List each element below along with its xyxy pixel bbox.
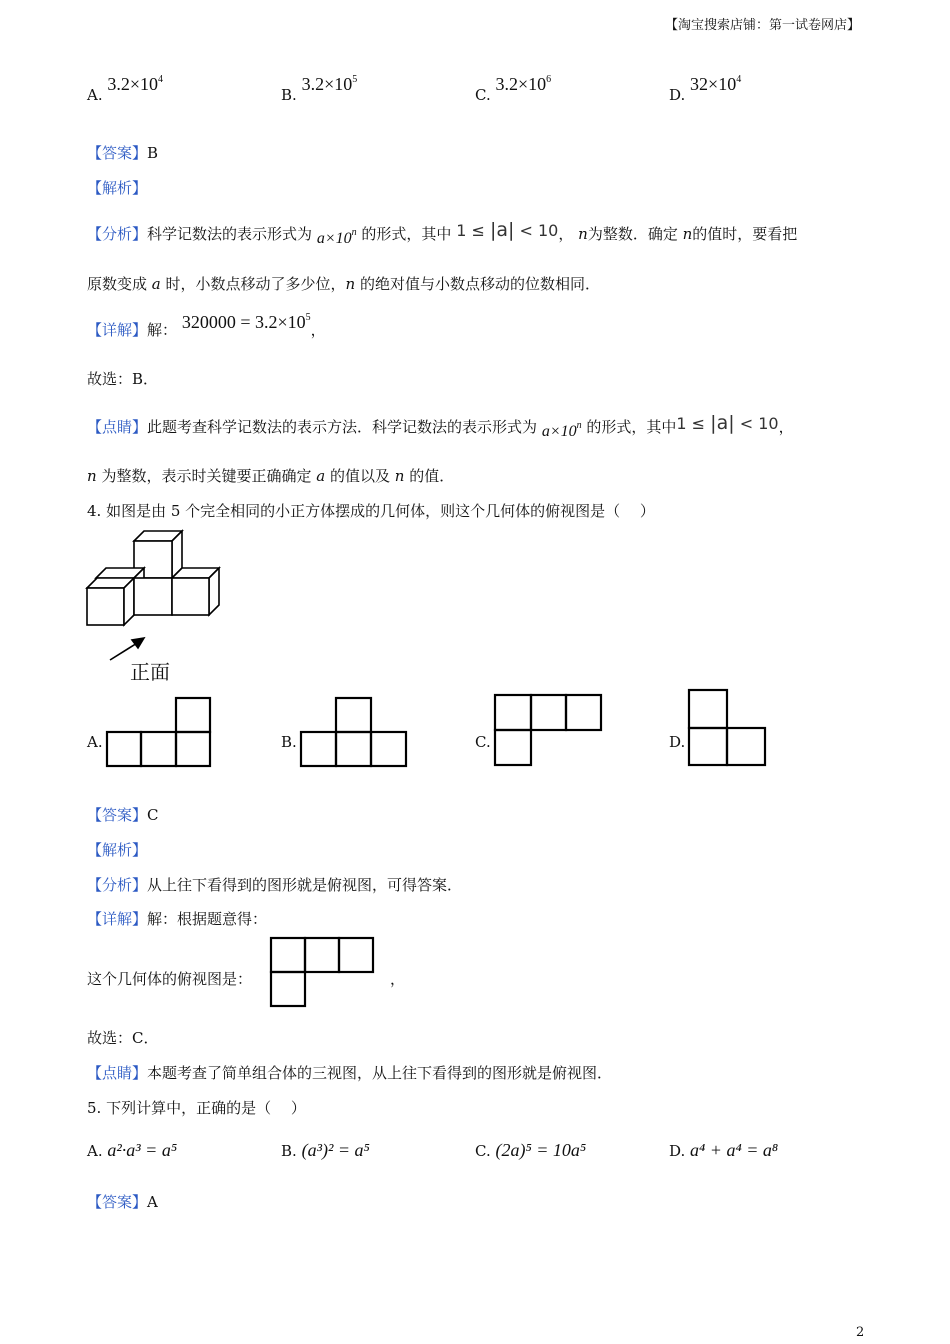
option-expr: $3.2\times 10^6$ bbox=[495, 74, 552, 94]
option-expr: (2a)⁵ = 10a⁵ bbox=[495, 1140, 587, 1160]
q5-option-d[interactable] bbox=[669, 1140, 778, 1161]
page-number: 2 bbox=[856, 1325, 865, 1340]
q3-xiangjie bbox=[87, 312, 326, 340]
option-label: A. bbox=[87, 86, 103, 104]
q3-option-a[interactable] bbox=[87, 74, 164, 105]
q4-analysis-tag: 【解析】 bbox=[87, 841, 148, 859]
q4-fenxi bbox=[87, 874, 462, 895]
text: 解： bbox=[147, 321, 178, 339]
q3-option-b[interactable] bbox=[281, 74, 358, 105]
q5-option-b[interactable] bbox=[281, 1140, 370, 1161]
q3-fenxi-line2 bbox=[87, 273, 600, 294]
q4-option-b-figure[interactable] bbox=[300, 697, 408, 767]
text: 时，小数点移动了多少位， bbox=[165, 275, 346, 293]
xiangjie-tag: 【详解】 bbox=[87, 321, 148, 339]
cube-front-mid bbox=[134, 578, 172, 615]
var-a: a bbox=[151, 275, 161, 293]
header-watermark: 【淘宝搜索店铺：第一试卷网店】 bbox=[664, 18, 860, 33]
q4-xiangjie bbox=[87, 908, 267, 929]
dianjing-tag: 【点睛】 bbox=[87, 1064, 148, 1082]
formula-ax10n: $a\times 10^n$ bbox=[541, 420, 582, 440]
answer-value: C bbox=[147, 806, 159, 824]
var-n: n bbox=[345, 275, 356, 293]
option-expr: $3.2\times 10^4$ bbox=[107, 74, 164, 94]
q3-analysis-tag: 【解析】 bbox=[87, 179, 148, 197]
text: 的值时，要看把 bbox=[692, 225, 798, 243]
option-label: C. bbox=[475, 86, 491, 104]
text: 此题考查科学记数法的表示方法．科学记数法的表示形式为 bbox=[147, 418, 538, 436]
var-n: n bbox=[87, 467, 97, 485]
front-label: 正面 bbox=[130, 660, 170, 684]
answer-value: B bbox=[147, 144, 159, 162]
option-expr: $32\times 10^4$ bbox=[690, 74, 742, 94]
text: ， bbox=[558, 225, 574, 243]
text: 的绝对值与小数点移动的位数相同． bbox=[360, 275, 601, 293]
text: 科学记数法的表示形式为 bbox=[147, 225, 313, 243]
text: 的值． bbox=[409, 467, 455, 485]
q4-option-c-figure[interactable] bbox=[494, 694, 604, 766]
q5-answer bbox=[87, 1191, 158, 1212]
q3-option-c[interactable] bbox=[475, 74, 552, 105]
q3-answer bbox=[87, 142, 158, 163]
option-expr: (a³)² = a⁵ bbox=[301, 1140, 370, 1160]
answer-tag: 【答案】 bbox=[87, 1193, 148, 1211]
inequality: 1 ≤ |a| < 10 bbox=[456, 219, 559, 241]
fenxi-tag: 【分析】 bbox=[87, 225, 148, 243]
fenxi-tag: 【分析】 bbox=[87, 876, 148, 894]
q4-option-d-figure[interactable] bbox=[688, 689, 768, 767]
var-n: n bbox=[578, 225, 588, 243]
answer-tag: 【答案】 bbox=[87, 806, 148, 824]
text: 解：根据题意得： bbox=[147, 910, 268, 928]
q4-option-c-label[interactable]: C. bbox=[475, 733, 491, 751]
text: 本题考查了简单组合体的三视图，从上往下看得到的图形就是俯视图． bbox=[147, 1064, 613, 1082]
option-expr: a⁴ + a⁴ = a⁸ bbox=[690, 1140, 779, 1160]
var-n: n bbox=[682, 225, 693, 243]
q4-result-text: 这个几何体的俯视图是： bbox=[87, 970, 253, 988]
q3-fenxi-line1 bbox=[87, 219, 798, 247]
q3-option-d[interactable] bbox=[669, 74, 742, 105]
text: 的形式，其中 bbox=[586, 418, 677, 436]
q3-dianjing-line2 bbox=[87, 465, 454, 486]
cube-front-left bbox=[87, 588, 124, 625]
answer-tag: 【答案】 bbox=[87, 144, 148, 162]
q3-guxuan: 故选：B． bbox=[87, 370, 159, 388]
text: ， bbox=[778, 418, 794, 436]
q4-stem: 4. 如图是由 5 个完全相同的小正方体摆成的几何体，则这个几何体的俯视图是（ ） bbox=[87, 502, 655, 520]
text: 的形式，其中 bbox=[361, 225, 452, 243]
option-label: B. bbox=[281, 86, 297, 104]
q3-dianjing-line1 bbox=[87, 412, 794, 440]
q4-option-b-label[interactable]: B. bbox=[281, 733, 297, 751]
arrow-head bbox=[132, 638, 144, 648]
q5-stem: 5. 下列计算中，正确的是（ ） bbox=[87, 1099, 306, 1117]
option-label: A. bbox=[87, 1142, 103, 1160]
q4-guxuan: 故选：C． bbox=[87, 1029, 159, 1047]
q4-answer bbox=[87, 804, 159, 825]
option-expr: a²·a³ = a⁵ bbox=[107, 1140, 178, 1160]
q5-option-c[interactable] bbox=[475, 1140, 586, 1161]
q5-option-a[interactable] bbox=[87, 1140, 177, 1161]
text: 为整数，表示时关键要正确确定 bbox=[101, 467, 312, 485]
q4-result-end: ， bbox=[390, 970, 406, 988]
option-label: B. bbox=[281, 1142, 297, 1160]
var-a: a bbox=[316, 467, 326, 485]
text: 的值以及 bbox=[329, 467, 390, 485]
option-label: C. bbox=[475, 1142, 491, 1160]
text: 为整数．确定 bbox=[587, 225, 678, 243]
text: 原数变成 bbox=[87, 275, 148, 293]
inequality: 1 ≤ |a| < 10 bbox=[676, 412, 779, 434]
text: 从上往下看得到的图形就是俯视图，可得答案． bbox=[147, 876, 463, 894]
q4-option-a-label[interactable]: A. bbox=[87, 733, 103, 751]
answer-value: A bbox=[147, 1193, 158, 1211]
var-n: n bbox=[394, 467, 405, 485]
cube-front-right bbox=[172, 578, 209, 615]
option-expr: $3.2\times 10^5$ bbox=[301, 74, 358, 94]
q4-option-d-label[interactable]: D. bbox=[669, 733, 686, 751]
xiangjie-tag: 【详解】 bbox=[87, 910, 148, 928]
formula-320000: $320000 = 3.2\times 10^5$ bbox=[181, 312, 311, 332]
dianjing-tag: 【点睛】 bbox=[87, 418, 148, 436]
option-label: D. bbox=[669, 1142, 686, 1160]
text: ， bbox=[310, 321, 326, 339]
q4-dianjing bbox=[87, 1062, 612, 1083]
option-label: D. bbox=[669, 86, 686, 104]
q4-result-figure bbox=[270, 937, 376, 1007]
q4-option-a-figure[interactable] bbox=[106, 697, 212, 767]
formula-ax10n: $a\times 10^n$ bbox=[316, 227, 357, 247]
